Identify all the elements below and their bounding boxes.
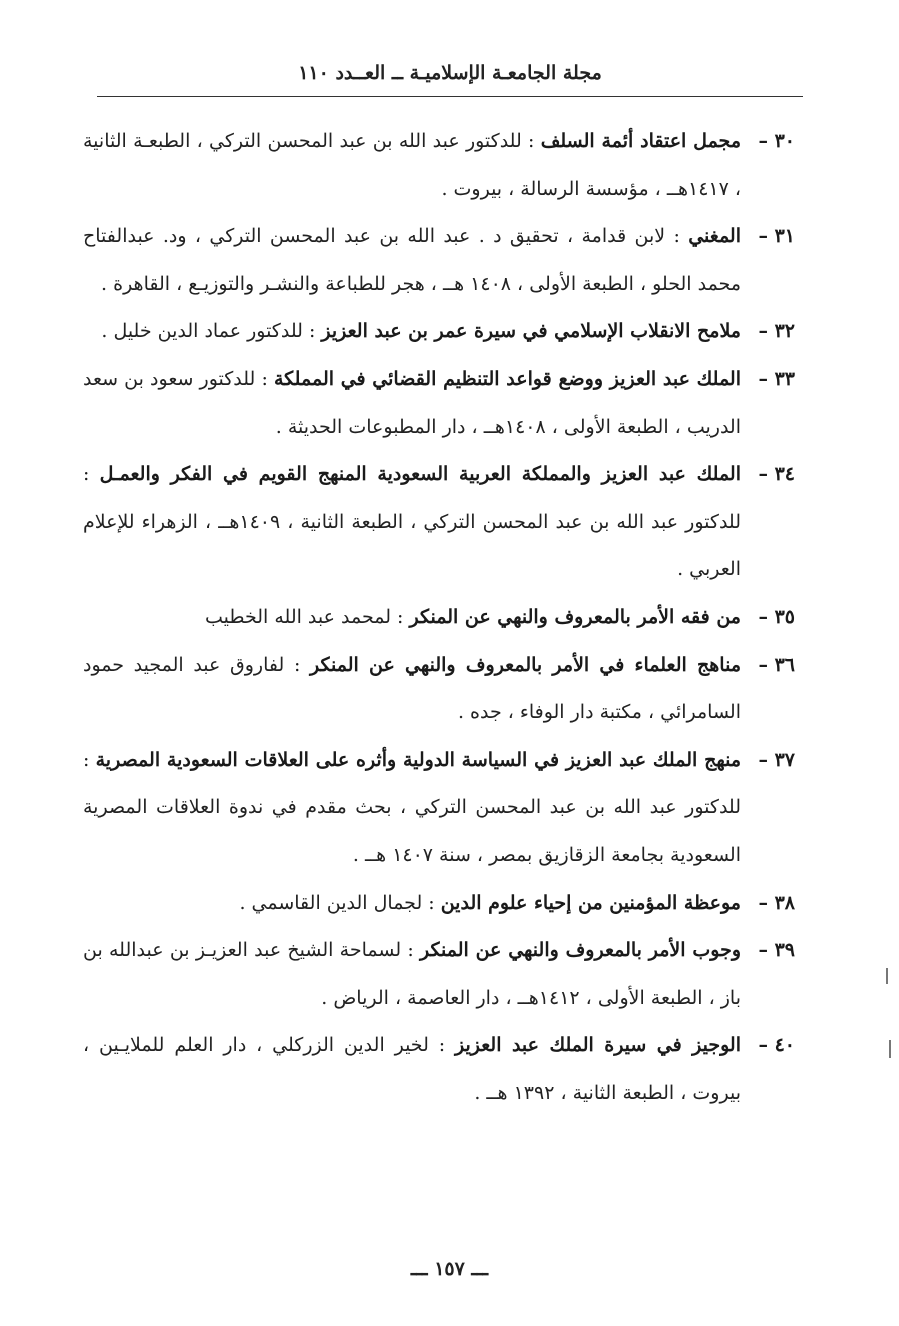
entry-title: الملك عبد العزيز ووضع قواعد التنظيم القضائي في المملكة: [274, 367, 741, 390]
bibliography-entry: ٣٣ – الملك عبد العزيز ووضع قواعد التنظيم القضائي في المملكة : للدكتور سعود بن سعد الدريب ، الطبعة الأولى ، ١٤٠٨هــ ، دار المطبوعات الحديثة .: [83, 356, 795, 451]
bibliography-entry: ٣١ – المغني : لابن قدامة ، تحقيق د . عبد الله بن عبد المحسن التركي ، ود. عبدالفتاح محمد الحلو ، الطبعة الأولى ، ١٤٠٨ هــ ، هجر للطباعة والنشـر والتوزيـع ، القاهرة .: [83, 213, 795, 308]
entry-details: لابن قدامة ، تحقيق د . عبد الله بن عبد المحسن التركي ، ود. عبدالفتاح محمد الحلو ، الطبعة الأولى ، ١٤٠٨ هــ ، هجر للطباعة والنشـر والتوزيـع ، القاهرة .: [83, 225, 741, 295]
entry-title: موعظة المؤمنين من إحياء علوم الدين: [440, 891, 741, 914]
bibliography-entry: ٣٨ – موعظة المؤمنين من إحياء علوم الدين : لجمال الدين القاسمي .: [83, 880, 795, 928]
bibliography-entry: ٣٥ – من فقه الأمر بالمعروف والنهي عن المنكر : لمحمد عبد الله الخطيب: [83, 594, 795, 642]
bibliography-entry: ٣٧ – منهج الملك عبد العزيز في السياسة الدولية وأثره على العلاقات السعودية المصرية : للدكتور عبد الله بن عبد المحسن التركي ، بحث مقدم في ندوة العلاقات المصرية السعودية بجامعة الزقازيق بمصر ، سنة ١٤٠٧ هــ .: [83, 737, 795, 880]
bibliography-entry: ٤٠ – الوجيز في سيرة الملك عبد العزيز : لخير الدين الزركلي ، دار العلم للملايـين ، بيروت ، الطبعة الثانية ، ١٣٩٢ هــ .: [83, 1022, 795, 1117]
bibliography-entry: ٣٠ – مجمل اعتقاد أئمة السلف : للدكتور عبد الله بن عبد المحسن التركي ، الطبعـة الثانية ، ١٤١٧هــ ، مؤسسة الرسالة ، بيروت .: [83, 118, 795, 213]
entry-title: وجوب الأمر بالمعروف والنهي عن المنكر: [420, 939, 741, 962]
entry-details: لخير الدين الزركلي ، دار العلم للملايـين ، بيروت ، الطبعة الثانية ، ١٣٩٢ هــ .: [83, 1034, 741, 1104]
header-rule: [97, 96, 803, 97]
entry-title: مجمل اعتقاد أئمة السلف: [540, 130, 741, 152]
page-number: ـــ ١٥٧ ـــ: [410, 1258, 489, 1280]
scan-mark: [889, 1040, 891, 1058]
entry-number: ٣٨ –: [758, 891, 795, 914]
entry-title: الملك عبد العزيز والمملكة العربية السعودية المنهج القويم في الفكر والعمـل: [99, 463, 741, 486]
entry-details: لمحمد عبد الله الخطيب: [205, 605, 392, 628]
bibliography-entry: ٣٦ – مناهج العلماء في الأمر بالمعروف والنهي عن المنكر : لفاروق عبد المجيد حمود السامرائي ، مكتبة دار الوفاء ، جده .: [83, 642, 795, 737]
entry-title: من فقه الأمر بالمعروف والنهي عن المنكر: [409, 605, 741, 628]
entry-details: للدكتور عبد الله بن عبد المحسن التركي ، بحث مقدم في ندوة العلاقات المصرية السعودية بجامعة الزقازيق بمصر ، سنة ١٤٠٧ هــ .: [83, 796, 741, 866]
entry-details: لفاروق عبد المجيد حمود السامرائي ، مكتبة دار الوفاء ، جده .: [83, 653, 741, 724]
entry-details: للدكتور عبد الله بن عبد المحسن التركي ، الطبعـة الثانية ، ١٤١٧هــ ، مؤسسة الرسالة ، بيروت .: [83, 130, 741, 200]
entry-number: ٣٤ –: [758, 463, 795, 486]
entry-title: مناهج العلماء في الأمر بالمعروف والنهي عن المنكر: [310, 653, 741, 676]
entry-number: ٣١ –: [758, 225, 795, 248]
entry-details: لسماحة الشيخ عبد العزيـز بن عبدالله بن باز ، الطبعة الأولى ، ١٤١٢هــ ، دار العاصمة ، الرياض .: [83, 939, 741, 1009]
entry-details: للدكتور عبد الله بن عبد المحسن التركي ، الطبعة الثانية ، ١٤٠٩هــ ، الزهراء للإعلام العربي .: [83, 510, 742, 581]
bibliography-list: [83, 118, 795, 1117]
entry-number: ٣٦ –: [758, 653, 795, 676]
scan-mark: [886, 968, 888, 984]
entry-number: ٣٩ –: [758, 939, 795, 962]
bibliography-entry: ٣٢ – ملامح الانقلاب الإسلامي في سيرة عمر بن عبد العزيز : للدكتور عماد الدين خليل .: [83, 308, 795, 356]
entry-number: ٣٣ –: [758, 367, 795, 390]
entry-title: المغني: [688, 225, 741, 248]
entry-number: ٣٠ –: [758, 130, 795, 152]
entry-number: ٣٥ –: [758, 605, 795, 628]
entry-title: الوجيز في سيرة الملك عبد العزيز: [455, 1034, 741, 1057]
bibliography-entry: ٣٤ – الملك عبد العزيز والمملكة العربية السعودية المنهج القويم في الفكر والعمـل : للدكتور عبد الله بن عبد المحسن التركي ، الطبعة الثانية ، ١٤٠٩هــ ، الزهراء للإعلام العربي .: [83, 451, 795, 594]
entry-number: ٣٧ –: [758, 748, 795, 771]
entry-details: للدكتور عماد الدين خليل .: [101, 320, 303, 343]
entry-number: ٤٠ –: [758, 1034, 795, 1057]
running-header: مجلة الجامعـة الإسلاميـة ــ العــدد ١١٠: [298, 62, 602, 84]
entry-details: لجمال الدين القاسمي .: [239, 891, 423, 914]
entry-title: ملامح الانقلاب الإسلامي في سيرة عمر بن عبد العزيز: [321, 320, 741, 343]
bibliography-entry: ٣٩ – وجوب الأمر بالمعروف والنهي عن المنكر : لسماحة الشيخ عبد العزيـز بن عبدالله بن باز ، الطبعة الأولى ، ١٤١٢هــ ، دار العاصمة ، الرياض .: [83, 927, 795, 1022]
entry-details: للدكتور سعود بن سعد الدريب ، الطبعة الأولى ، ١٤٠٨هــ ، دار المطبوعات الحديثة .: [83, 367, 741, 438]
entry-number: ٣٢ –: [758, 320, 795, 343]
entry-title: منهج الملك عبد العزيز في السياسة الدولية وأثره على العلاقات السعودية المصرية: [95, 748, 741, 771]
